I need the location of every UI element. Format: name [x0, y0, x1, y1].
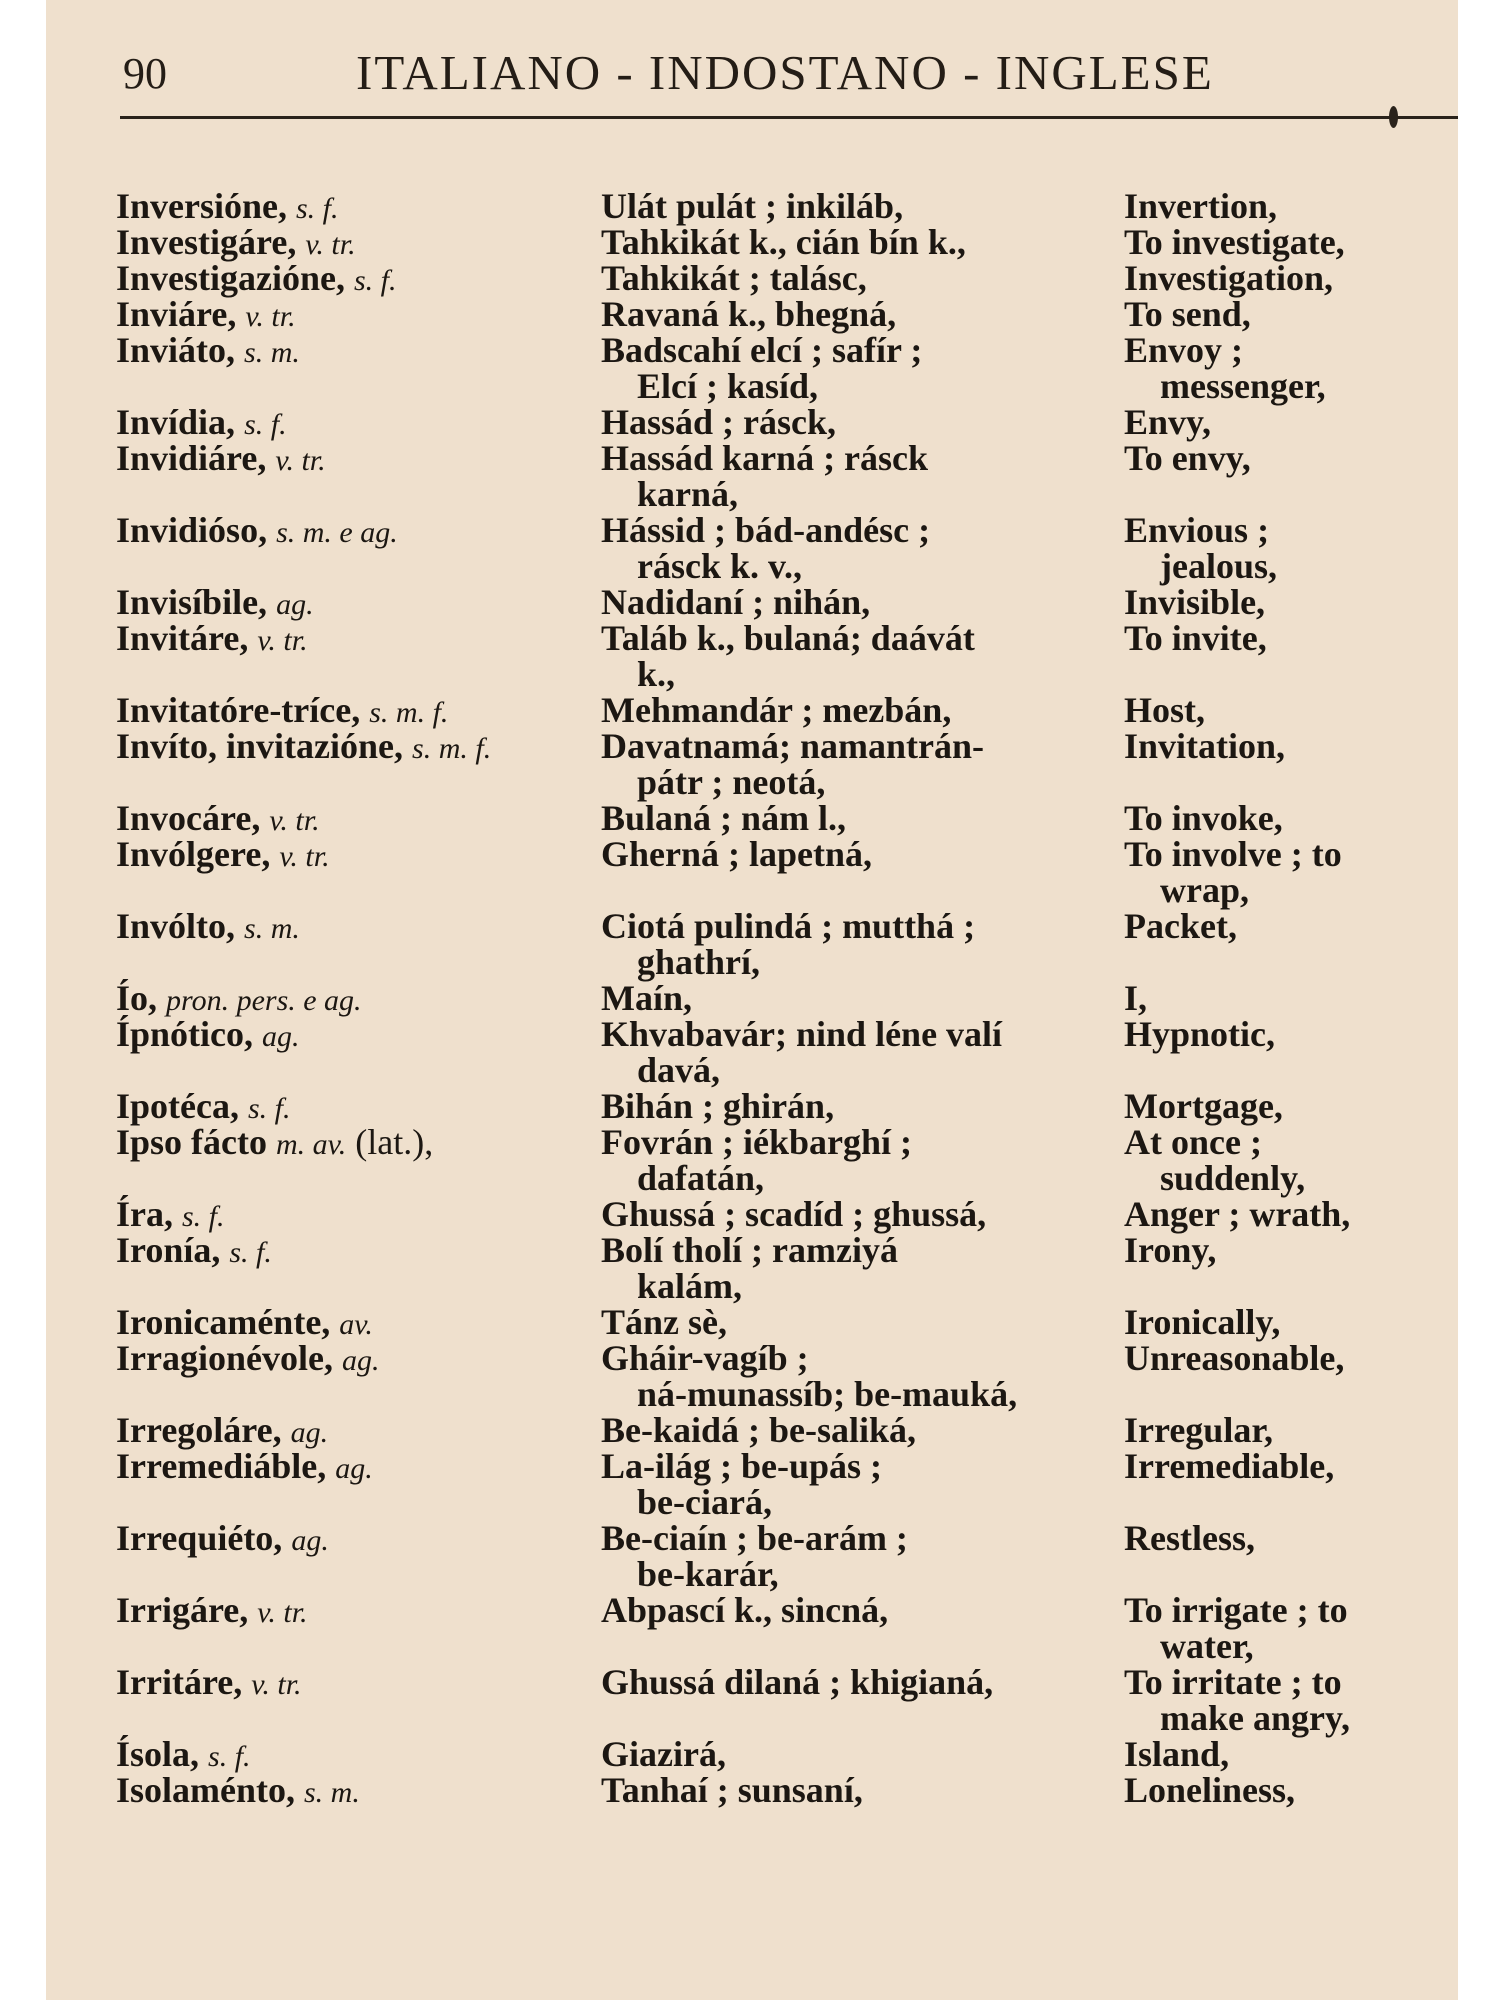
headword: Isolaménto, [116, 1770, 295, 1810]
grammar-label: v. tr. [269, 804, 320, 837]
hindustani-translation [601, 728, 1101, 800]
translation-line: Khvabavár; nind léne valí [601, 1014, 1003, 1054]
headword: Irragionévole, [116, 1338, 333, 1378]
headword: Inviáto, [116, 330, 236, 370]
english-translation [1124, 800, 1444, 836]
hindustani-translation [601, 1088, 1101, 1124]
translation-line: Ravaná k., bhegná, [601, 294, 897, 334]
headword: Invídia, [116, 402, 236, 442]
italian-headword [116, 1664, 302, 1703]
grammar-label: ag. [290, 1416, 329, 1449]
italian-headword [116, 440, 326, 479]
translation-line: Taláb k., bulaná; daávát [601, 618, 975, 658]
hindustani-translation [601, 800, 1101, 836]
translation-line: Hassád karná ; rásck [601, 438, 929, 478]
hindustani-translation [601, 692, 1101, 728]
italian-headword [116, 1232, 272, 1271]
translation-line: Gherná ; lapetná, [601, 834, 873, 874]
translation-line: Unreasonable, [1124, 1338, 1345, 1378]
headword: Invólto, [116, 906, 236, 946]
translation-line: To irritate ; to [1124, 1662, 1342, 1702]
translation-line: Ironically, [1124, 1302, 1281, 1342]
hindustani-translation [601, 440, 1101, 512]
italian-headword [116, 1772, 360, 1811]
translation-line: I, [1124, 978, 1148, 1018]
hindustani-translation [601, 260, 1101, 296]
translation-line: be-karár, [637, 1554, 779, 1594]
hindustani-translation [601, 332, 1101, 404]
english-translation [1124, 584, 1444, 620]
translation-line: At once ; [1124, 1122, 1262, 1162]
grammar-label: s. m. f. [369, 696, 449, 729]
english-translation [1124, 440, 1444, 476]
translation-line: k., [637, 654, 676, 694]
translation-line: dafatán, [637, 1158, 765, 1198]
translation-line: Tanhaí ; sunsaní, [601, 1770, 863, 1810]
translation-line: Nadidaní ; nihán, [601, 582, 871, 622]
translation-line: ghathrí, [637, 942, 761, 982]
grammar-label: v. tr. [245, 300, 296, 333]
translation-line: Irregular, [1124, 1410, 1273, 1450]
headword: Investigazióne, [116, 258, 345, 298]
english-translation [1124, 260, 1444, 296]
english-translation [1124, 1232, 1444, 1268]
headword: Invisíbile, [116, 582, 268, 622]
headword: Ío, [116, 978, 158, 1018]
english-translation [1124, 1088, 1444, 1124]
translation-line: Elcí ; kasíd, [637, 366, 819, 406]
headword: Invidióso, [116, 510, 268, 550]
translation-line: To invite, [1124, 618, 1267, 658]
grammar-label: s. f. [208, 1740, 251, 1773]
headword: Invidiáre, [116, 438, 267, 478]
translation-line: Mehmandár ; mezbán, [601, 690, 952, 730]
translation-line: Hassád ; rásck, [601, 402, 837, 442]
translation-line: Bolí tholí ; ramziyá [601, 1230, 898, 1270]
grammar-label: ag. [335, 1452, 373, 1485]
english-translation [1124, 1016, 1444, 1052]
translation-line: La-ilág ; be-upás ; [601, 1446, 883, 1486]
grammar-label: s. m. [244, 336, 300, 369]
translation-line: be-ciará, [637, 1482, 772, 1522]
english-translation [1124, 1340, 1444, 1376]
translation-line: Island, [1124, 1734, 1230, 1774]
translation-line: Tahkikát ; talásc, [601, 258, 867, 298]
hindustani-translation [601, 1196, 1101, 1232]
translation-line: jealous, [1160, 546, 1277, 586]
translation-line: Bulaná ; nám l., [601, 798, 847, 838]
translation-line: Invertion, [1124, 186, 1277, 226]
italian-headword [116, 1340, 379, 1379]
translation-line: Packet, [1124, 906, 1237, 946]
headword: Irregoláre, [116, 1410, 282, 1450]
hindustani-translation [601, 188, 1101, 224]
headword: Ípnótico, [116, 1014, 254, 1054]
english-translation [1124, 1412, 1444, 1448]
translation-line: Ciotá pulindá ; mutthá ; [601, 906, 976, 946]
grammar-label: s. m. f. [412, 732, 492, 765]
italian-headword [116, 512, 398, 551]
english-translation [1124, 224, 1444, 260]
hindustani-translation [601, 836, 1101, 872]
translation-line: Fovrán ; iékbarghí ; [601, 1122, 912, 1162]
translation-line: make angry, [1160, 1698, 1351, 1738]
translation-line: Mortgage, [1124, 1086, 1283, 1126]
english-translation [1124, 404, 1444, 440]
italian-headword [116, 1124, 433, 1163]
english-translation [1124, 1196, 1444, 1232]
translation-line: Abpascí k., sincná, [601, 1590, 889, 1630]
translation-line: To involve ; to [1124, 834, 1342, 874]
english-translation [1124, 836, 1444, 908]
headword: Ísola, [116, 1734, 200, 1774]
hindustani-translation [601, 1340, 1101, 1412]
grammar-label: s. m. [304, 1776, 360, 1809]
translation-line: Ghussá ; scadíd ; ghussá, [601, 1194, 987, 1234]
grammar-label: v. tr. [279, 840, 330, 873]
language-note: (lat.), [355, 1122, 434, 1162]
headword: Íra, [116, 1194, 173, 1234]
english-translation [1124, 1124, 1444, 1196]
hindustani-translation [601, 1304, 1101, 1340]
grammar-label: s. f. [247, 1092, 291, 1125]
translation-line: Loneliness, [1124, 1770, 1296, 1810]
hindustani-translation [601, 1448, 1101, 1520]
headword: Invíto, invitazióne, [116, 726, 404, 766]
english-translation [1124, 1304, 1444, 1340]
translation-line: To send, [1124, 294, 1251, 334]
english-translation [1124, 1736, 1444, 1772]
translation-line: davá, [637, 1050, 721, 1090]
hindustani-translation [601, 1772, 1101, 1808]
english-translation [1124, 188, 1444, 224]
hindustani-translation [601, 620, 1101, 692]
translation-line: Envious ; [1124, 510, 1270, 550]
hindustani-translation [601, 296, 1101, 332]
translation-line: Tánz sè, [601, 1302, 727, 1342]
hindustani-translation [601, 1232, 1101, 1304]
headword: Inversióne, [116, 186, 287, 226]
grammar-label: s. f. [354, 264, 397, 297]
headword: Ipotéca, [116, 1086, 239, 1126]
translation-line: To investigate, [1124, 222, 1345, 262]
hindustani-translation [601, 224, 1101, 260]
italian-headword [116, 620, 308, 659]
hindustani-translation [601, 1124, 1101, 1196]
translation-line: pátr ; neotá, [637, 762, 826, 802]
translation-line: Irony, [1124, 1230, 1217, 1270]
translation-line: ná-munassíb; be-mauká, [637, 1374, 1018, 1414]
header-rule [120, 116, 1458, 119]
translation-line: wrap, [1160, 870, 1249, 910]
headword: Investigáre, [116, 222, 297, 262]
hindustani-translation [601, 404, 1101, 440]
translation-line: Be-kaidá ; be-saliká, [601, 1410, 917, 1450]
translation-line: Be-ciaín ; be-arám ; [601, 1518, 908, 1558]
hindustani-translation [601, 584, 1101, 620]
grammar-label: pron. pers. e ag. [166, 984, 362, 1017]
english-translation [1124, 692, 1444, 728]
translation-line: Invitation, [1124, 726, 1286, 766]
english-translation [1124, 296, 1444, 332]
italian-headword [116, 1448, 373, 1487]
hindustani-translation [601, 1412, 1101, 1448]
translation-line: Gháir-vagíb ; [601, 1338, 809, 1378]
translation-line: To irrigate ; to [1124, 1590, 1348, 1630]
translation-line: Maín, [601, 978, 693, 1018]
headword: Invitatóre-tríce, [116, 690, 361, 730]
english-translation [1124, 1520, 1444, 1556]
grammar-label: ag. [276, 588, 314, 621]
english-translation [1124, 1772, 1444, 1808]
headword: Ironicaménte, [116, 1302, 331, 1342]
translation-line: rásck k. v., [637, 546, 803, 586]
translation-line: Giazirá, [601, 1734, 726, 1774]
english-translation [1124, 980, 1444, 1016]
grammar-label: ag. [291, 1524, 329, 1557]
english-translation [1124, 620, 1444, 656]
grammar-label: s. f. [229, 1236, 272, 1269]
translation-line: kalám, [637, 1266, 743, 1306]
headword: Invitáre, [116, 618, 249, 658]
hindustani-translation [601, 1016, 1101, 1088]
headword: Invocáre, [116, 798, 261, 838]
grammar-label: av. [339, 1308, 373, 1341]
translation-line: Envy, [1124, 402, 1212, 442]
english-translation [1124, 1664, 1444, 1736]
grammar-label: m. av. [276, 1128, 347, 1161]
grammar-label: s. m. [244, 912, 300, 945]
italian-headword [116, 332, 300, 371]
hindustani-translation [601, 1592, 1101, 1628]
grammar-label: v. tr. [305, 228, 356, 261]
grammar-label: ag. [341, 1344, 380, 1377]
english-translation [1124, 728, 1444, 764]
headword: Irremediáble, [116, 1446, 327, 1486]
headword: Irrequiéto, [116, 1518, 283, 1558]
page-number: 90 [123, 49, 167, 98]
headword: Ipso fácto [116, 1122, 267, 1162]
translation-line: To invoke, [1124, 798, 1283, 838]
translation-line: water, [1160, 1626, 1254, 1666]
italian-headword [116, 728, 491, 767]
hindustani-translation [601, 512, 1101, 584]
grammar-label: v. tr. [275, 444, 326, 477]
translation-line: Ulát pulát ; inkiláb, [601, 186, 904, 226]
grammar-label: v. tr. [251, 1668, 302, 1701]
hindustani-translation [601, 1664, 1101, 1700]
translation-line: karná, [637, 474, 739, 514]
translation-line: Ghussá dilaná ; khigianá, [601, 1662, 994, 1702]
grammar-label: ag. [262, 1020, 300, 1053]
translation-line: To envy, [1124, 438, 1251, 478]
hindustani-translation [601, 1520, 1101, 1592]
italian-headword [116, 836, 330, 875]
english-translation [1124, 332, 1444, 404]
translation-line: Tahkikát k., cián bín k., [601, 222, 966, 262]
running-head: ITALIANO - INDOSTANO - INGLESE [356, 45, 1214, 100]
english-translation [1124, 1592, 1444, 1664]
dictionary-page [46, 0, 1458, 2000]
translation-line: Invisible, [1124, 582, 1266, 622]
translation-line: Restless, [1124, 1518, 1255, 1558]
translation-line: Davatnamá; namantrán- [601, 726, 984, 766]
english-translation [1124, 512, 1444, 584]
translation-line: Anger ; wrath, [1124, 1194, 1351, 1234]
grammar-label: s. m. e ag. [276, 516, 398, 549]
rule-ornament [1389, 106, 1398, 128]
italian-headword [116, 1016, 300, 1055]
translation-line: Host, [1124, 690, 1205, 730]
italian-headword [116, 1592, 308, 1631]
translation-line: Irremediable, [1124, 1446, 1335, 1486]
grammar-label: s. f. [296, 192, 339, 225]
translation-line: Hypnotic, [1124, 1014, 1276, 1054]
grammar-label: v. tr. [257, 1596, 308, 1629]
translation-line: Hássid ; bád-andésc ; [601, 510, 931, 550]
english-translation [1124, 908, 1444, 944]
grammar-label: v. tr. [257, 624, 308, 657]
headword: Invólgere, [116, 834, 271, 874]
headword: Irrigáre, [116, 1590, 249, 1630]
translation-line: suddenly, [1160, 1158, 1306, 1198]
translation-line: Envoy ; [1124, 330, 1244, 370]
translation-line: Investigation, [1124, 258, 1334, 298]
hindustani-translation [601, 980, 1101, 1016]
headword: Ironía, [116, 1230, 221, 1270]
italian-headword [116, 908, 300, 947]
headword: Inviáre, [116, 294, 237, 334]
hindustani-translation [601, 1736, 1101, 1772]
grammar-label: s. f. [244, 408, 287, 441]
italian-headword [116, 1520, 329, 1559]
translation-line: messenger, [1160, 366, 1326, 406]
translation-line: Bihán ; ghirán, [601, 1086, 835, 1126]
headword: Irritáre, [116, 1662, 243, 1702]
english-translation [1124, 1448, 1444, 1484]
hindustani-translation [601, 908, 1101, 980]
grammar-label: s. f. [182, 1200, 225, 1233]
translation-line: Badscahí elcí ; safír ; [601, 330, 923, 370]
